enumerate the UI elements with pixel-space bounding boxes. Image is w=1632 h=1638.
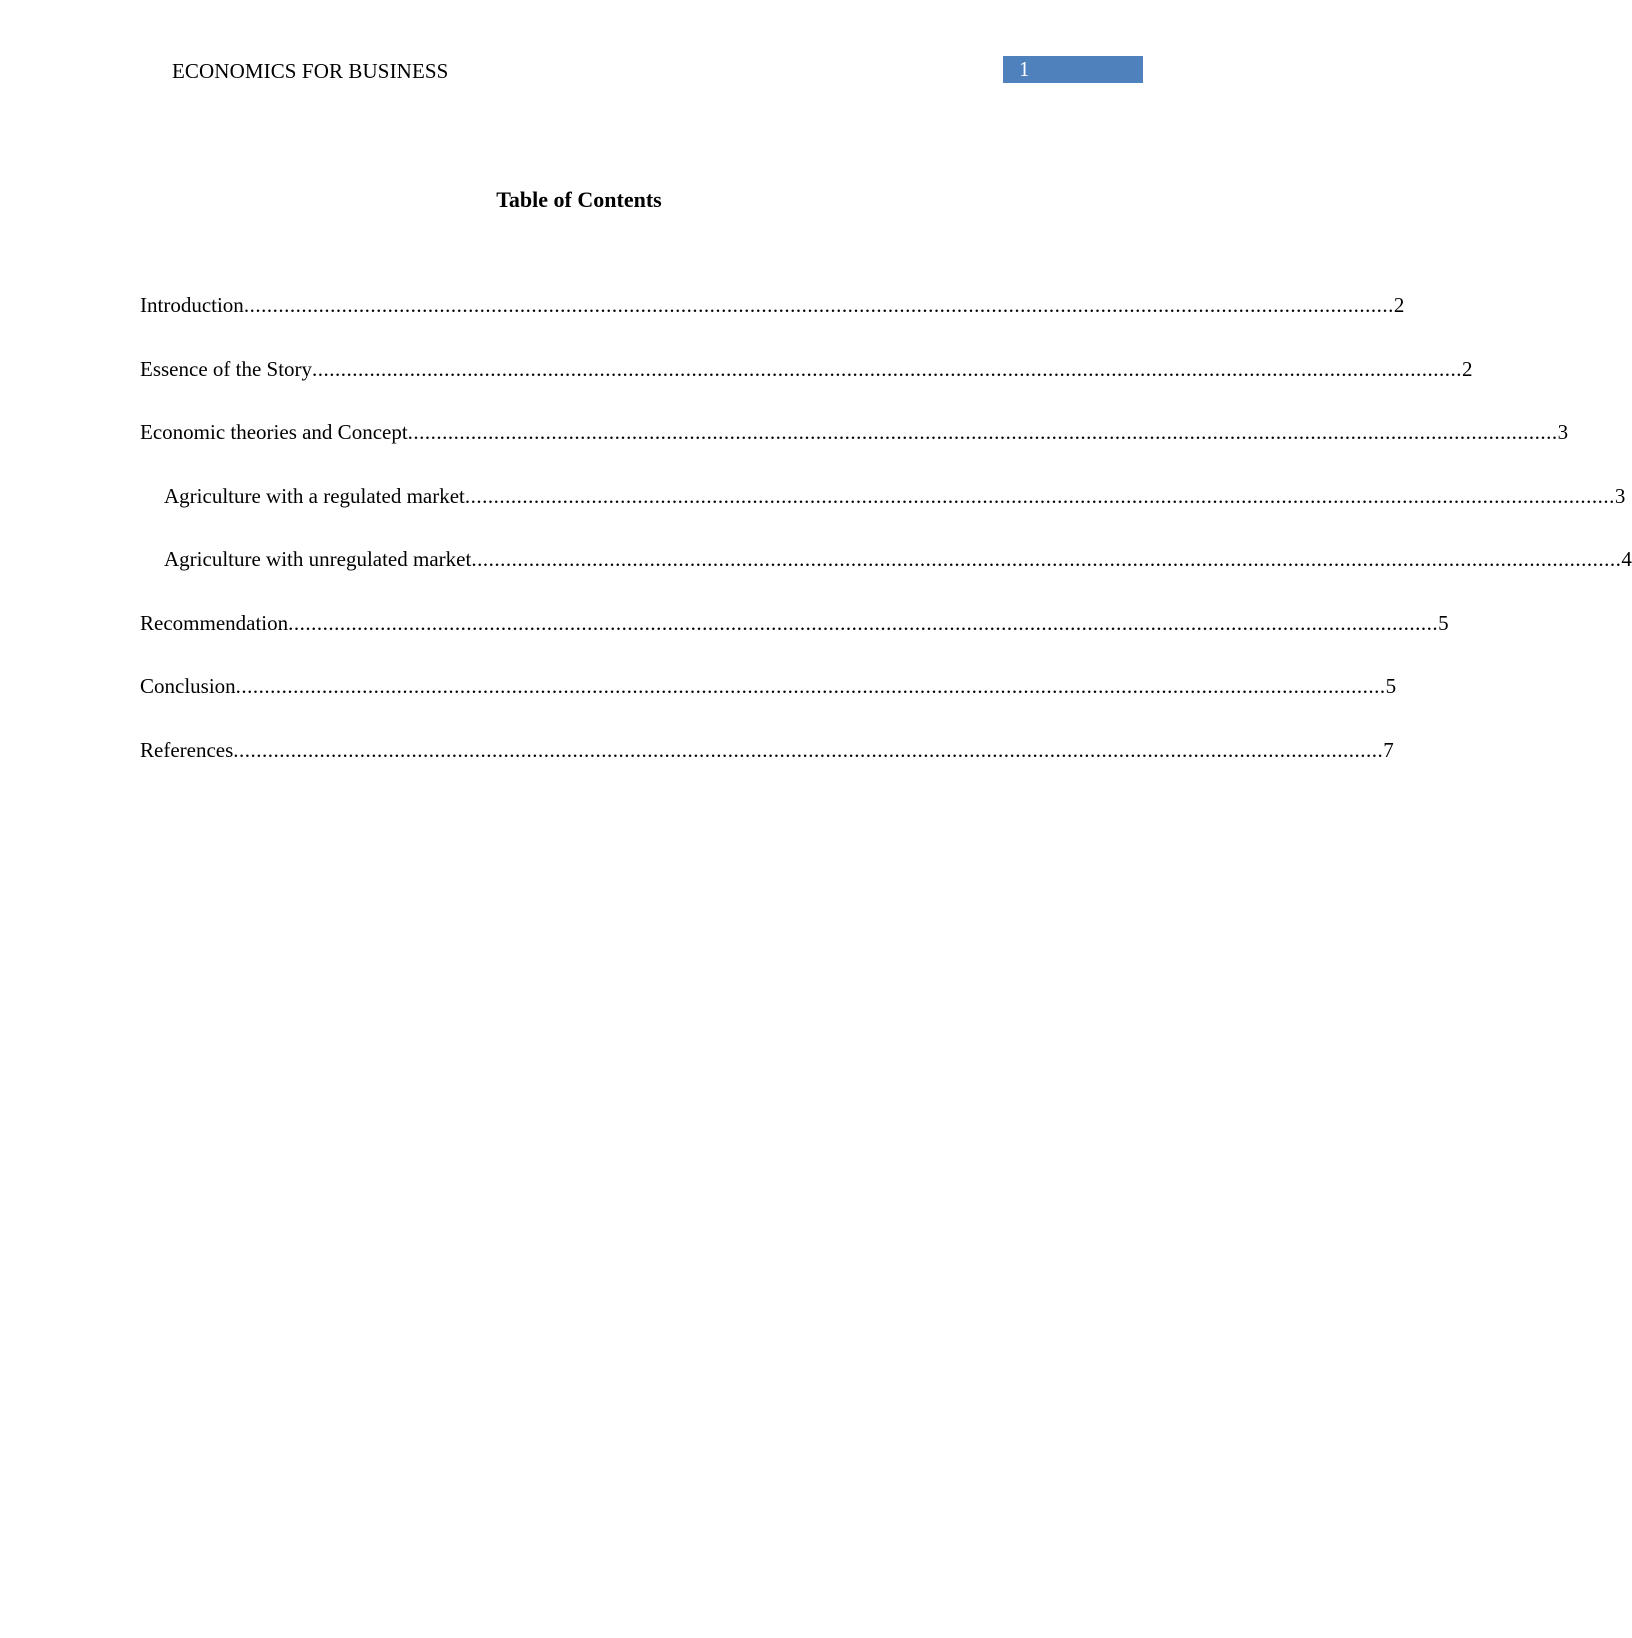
toc-entry-recommendation[interactable] — [140, 609, 1449, 673]
toc-entry-page: 3 — [1614, 483, 1626, 508]
toc-entry-page: 4 — [1621, 547, 1632, 571]
toc-entry-label: Agriculture with unregulated market — [164, 547, 472, 571]
toc-entry-label: References — [140, 737, 234, 762]
toc-entry-unregulated-market[interactable] — [140, 545, 1632, 609]
toc-entry-economic-theories[interactable] — [140, 418, 1569, 482]
toc-entry-label: Essence of the Story — [140, 356, 313, 381]
toc-leader: ........................................................................................................................................................................................................ — [464, 483, 1615, 508]
toc-leader: ........................................................................................................................................................................................................ — [243, 293, 1394, 317]
toc-entry-regulated-market[interactable] — [140, 482, 1626, 546]
toc-list — [140, 291, 1632, 799]
toc-leader: ........................................................................................................................................................................................................ — [471, 547, 1622, 571]
toc-entry-references[interactable] — [140, 736, 1394, 800]
toc-entry-introduction[interactable] — [140, 291, 1405, 355]
toc-leader: ........................................................................................................................................................................................................ — [312, 356, 1463, 381]
toc-entry-label: Recommendation — [140, 610, 289, 635]
page-number: 1 — [1019, 57, 1030, 81]
toc-entry-page: 2 — [1462, 356, 1473, 381]
toc-entry-label: Conclusion — [140, 674, 236, 698]
toc-entry-label: Economic theories and Concept — [140, 420, 408, 444]
toc-title: Table of Contents — [496, 187, 662, 212]
toc-leader: ........................................................................................................................................................................................................ — [233, 737, 1384, 762]
running-head: ECONOMICS FOR BUSINESS — [172, 59, 449, 83]
toc-leader: ........................................................................................................................................................................................................ — [407, 420, 1558, 444]
page-number-badge — [1003, 56, 1143, 83]
toc-entry-label: Introduction — [140, 293, 244, 317]
toc-entry-essence-of-the-story[interactable] — [140, 355, 1473, 419]
toc-leader: ........................................................................................................................................................................................................ — [235, 674, 1386, 698]
toc-entry-label: Agriculture with a regulated market — [164, 483, 465, 508]
toc-entry-conclusion[interactable] — [140, 672, 1397, 736]
toc-entry-page: 2 — [1393, 293, 1405, 317]
toc-entry-page: 7 — [1383, 737, 1394, 762]
toc-entry-page: 3 — [1557, 420, 1569, 444]
toc-entry-page: 5 — [1438, 610, 1449, 635]
toc-entry-page: 5 — [1385, 674, 1397, 698]
toc-leader: ........................................................................................................................................................................................................ — [288, 610, 1439, 635]
